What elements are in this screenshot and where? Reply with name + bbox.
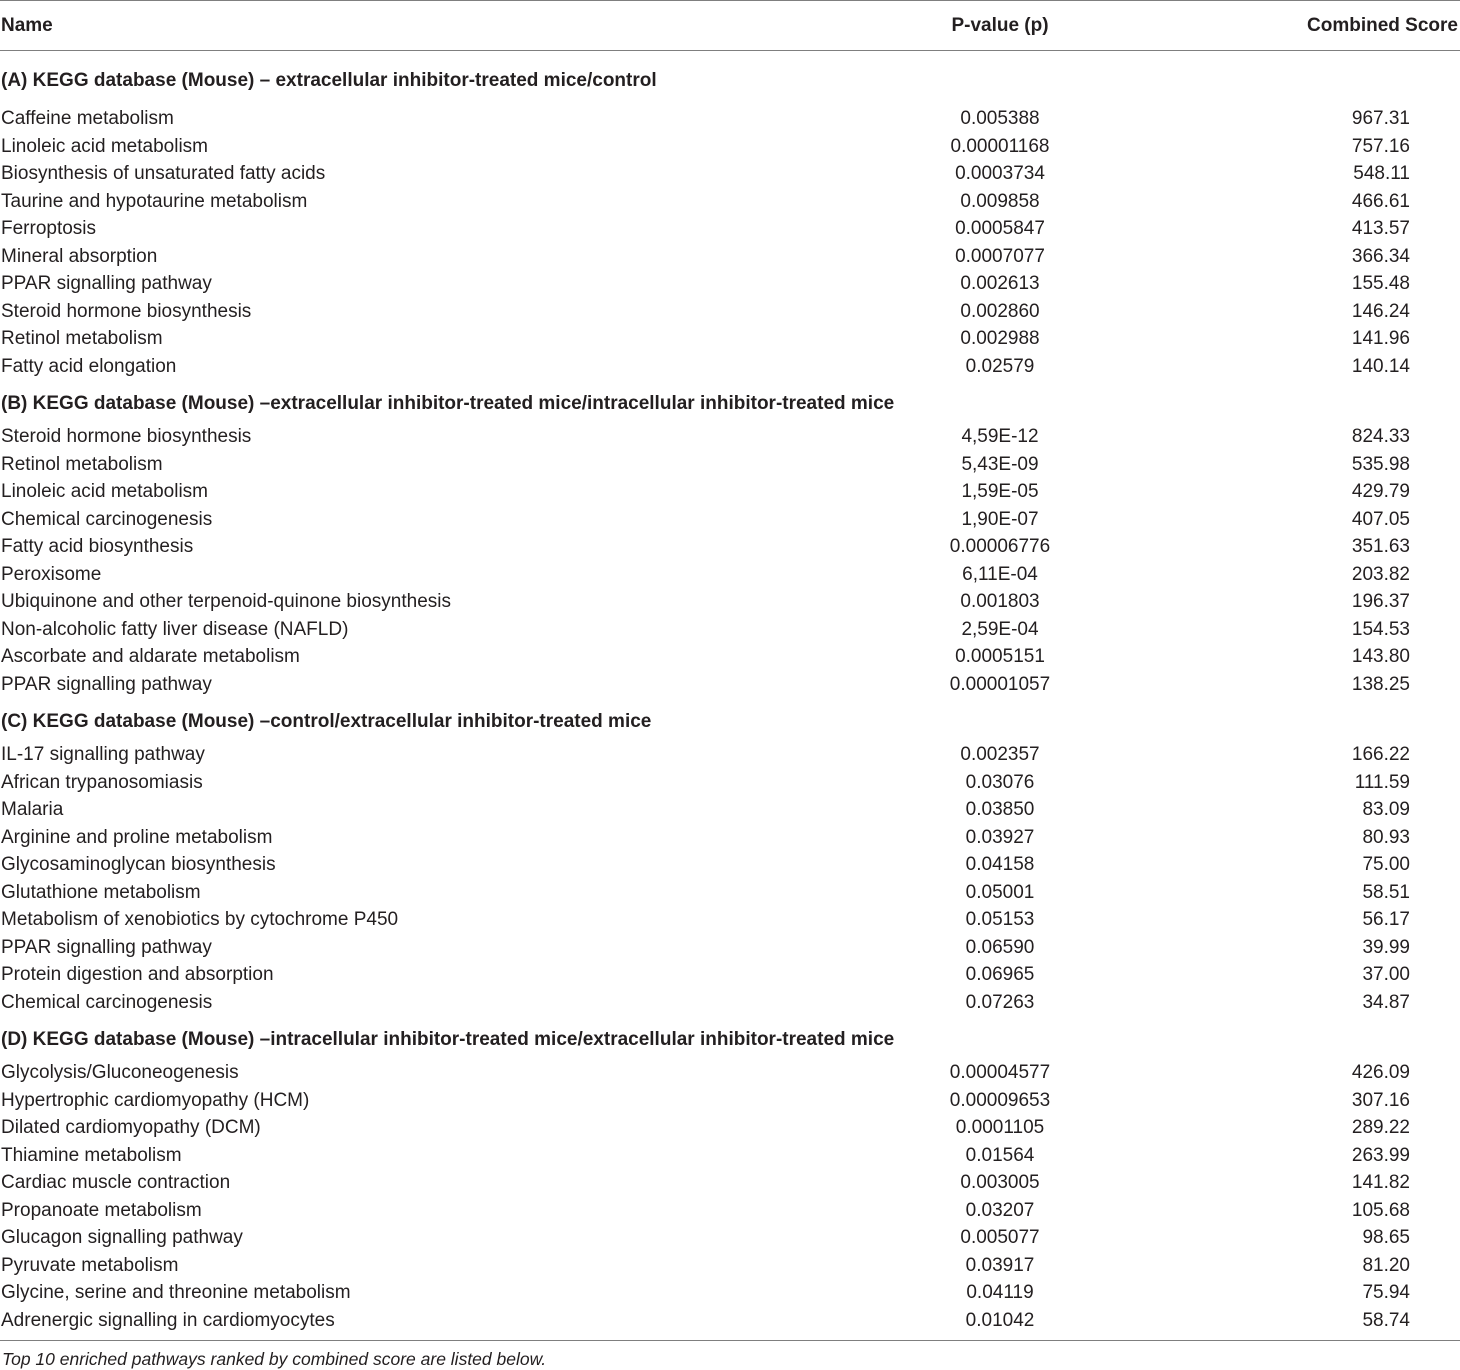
pvalue-cell: 0.00006776 (949, 536, 1051, 557)
table-row (0, 1224, 1460, 1252)
table-row (0, 769, 1460, 797)
pathway-name-cell: Ferroptosis (1, 218, 97, 239)
pvalue-cell: 0.003005 (960, 1172, 1040, 1193)
table-row (0, 851, 1460, 879)
combined-score-cell: 351.63 (1351, 536, 1410, 557)
table-row (0, 1197, 1460, 1225)
pvalue-cell: 0.0007077 (955, 245, 1045, 267)
table-row (0, 1087, 1460, 1115)
section-header-row (0, 51, 1460, 106)
pvalue-cell: 0.002860 (960, 300, 1040, 322)
combined-score-cell: 203.82 (1351, 563, 1410, 585)
pathway-name-cell: Fatty acid biosynthesis (1, 536, 194, 557)
table-row (0, 1059, 1460, 1087)
pvalue-cell: 0.009858 (960, 190, 1040, 212)
pvalue-cell: 0.03076 (965, 771, 1035, 793)
combined-score-cell: 141.96 (1351, 328, 1410, 349)
combined-score-cell: 75.94 (1362, 1282, 1410, 1303)
pathway-name-cell: Peroxisome (1, 563, 102, 585)
pvalue-cell: 0.005077 (960, 1227, 1040, 1248)
combined-score-cell: 407.05 (1351, 508, 1410, 530)
table-footnote: Top 10 enriched pathways ranked by combined score are listed below. (2, 1349, 547, 1369)
combined-score-cell: 263.99 (1351, 1144, 1410, 1166)
pathway-name-cell: Linoleic acid metabolism (1, 135, 208, 157)
combined-score-cell: 39.99 (1362, 936, 1410, 958)
section-title: (D) KEGG database (Mouse) –intracellular inhibitor-treated mice/extracellular inhibitor-treated mice (1, 1029, 895, 1050)
combined-score-cell: 289.22 (1351, 1117, 1410, 1138)
pathway-name-cell: Protein digestion and absorption (1, 964, 274, 985)
combined-score-cell: 146.24 (1351, 300, 1410, 322)
pathway-name-cell: Biosynthesis of unsaturated fatty acids (1, 163, 326, 184)
header-combined-score: Combined Score (1307, 14, 1458, 36)
combined-score-cell: 366.34 (1351, 245, 1410, 267)
pathway-name-cell: Metabolism of xenobiotics by cytochrome P450 (1, 909, 399, 930)
pathway-name-cell: Ascorbate and aldarate metabolism (1, 646, 300, 667)
table-row (0, 533, 1460, 561)
table-row (0, 478, 1460, 506)
table-row (0, 105, 1460, 133)
pathway-name-cell: Glycosaminoglycan biosynthesis (1, 854, 276, 875)
pvalue-cell: 0.01042 (965, 1309, 1035, 1331)
table-row (0, 671, 1460, 699)
pvalue-cell: 0.03927 (965, 826, 1035, 848)
combined-score-cell: 75.00 (1362, 854, 1410, 875)
pvalue-cell: 0.005388 (960, 108, 1040, 129)
combined-score-cell: 141.82 (1351, 1172, 1410, 1193)
table-row (0, 133, 1460, 161)
pathway-name-cell: Steroid hormone biosynthesis (1, 426, 252, 447)
combined-score-cell: 56.17 (1362, 909, 1410, 930)
section-header-row (0, 380, 1460, 423)
combined-score-cell: 105.68 (1351, 1199, 1410, 1221)
combined-score-cell: 426.09 (1351, 1062, 1410, 1083)
pvalue-cell: 1,90E-07 (961, 508, 1039, 530)
pvalue-cell: 1,59E-05 (961, 481, 1039, 502)
table-row (0, 1307, 1460, 1341)
pvalue-cell: 0.0005151 (955, 646, 1045, 667)
pvalue-cell: 0.06965 (965, 964, 1035, 985)
table-row (0, 325, 1460, 353)
pathway-name-cell: Glycolysis/Gluconeogenesis (1, 1062, 239, 1083)
combined-score-cell: 413.57 (1351, 218, 1410, 239)
combined-score-cell: 307.16 (1351, 1089, 1410, 1111)
table-row (0, 1279, 1460, 1307)
combined-score-cell: 58.74 (1362, 1309, 1410, 1331)
pathway-name-cell: Retinol metabolism (1, 453, 163, 475)
pvalue-cell: 0.002357 (960, 744, 1040, 765)
combined-score-cell: 58.51 (1362, 881, 1410, 903)
table-row (0, 1114, 1460, 1142)
pvalue-cell: 0.05001 (965, 881, 1035, 903)
combined-score-cell: 81.20 (1362, 1254, 1410, 1276)
pathway-name-cell: Chemical carcinogenesis (1, 508, 213, 530)
combined-score-cell: 155.48 (1351, 273, 1410, 294)
table-row (0, 588, 1460, 616)
pvalue-cell: 0.00001168 (950, 135, 1050, 157)
pathway-name-cell: Caffeine metabolism (1, 108, 174, 129)
combined-score-cell: 824.33 (1351, 426, 1410, 447)
pvalue-cell: 0.002613 (960, 273, 1040, 294)
combined-score-cell: 429.79 (1351, 481, 1410, 502)
pvalue-cell: 0.00001057 (949, 673, 1051, 695)
pathway-name-cell: Mineral absorption (1, 245, 158, 267)
pvalue-cell: 6,11E-04 (962, 563, 1038, 585)
pathway-name-cell: Glutathione metabolism (1, 881, 201, 903)
table-row (0, 188, 1460, 216)
pathway-name-cell: Steroid hormone biosynthesis (1, 300, 252, 322)
pvalue-cell: 2,59E-04 (961, 618, 1039, 640)
combined-score-cell: 138.25 (1351, 673, 1410, 695)
pvalue-cell: 0.00004577 (949, 1062, 1051, 1083)
combined-score-cell: 196.37 (1351, 591, 1410, 612)
combined-score-cell: 466.61 (1351, 190, 1410, 212)
pvalue-cell: 0.07263 (965, 991, 1035, 1013)
pathway-name-cell: Linoleic acid metabolism (1, 481, 208, 502)
pathway-name-cell: Non-alcoholic fatty liver disease (NAFLD) (1, 618, 349, 640)
header-pvalue: P-value (p) (951, 14, 1049, 36)
pvalue-cell: 0.03207 (965, 1199, 1035, 1221)
pathway-name-cell: Thiamine metabolism (1, 1144, 182, 1166)
section-title: (A) KEGG database (Mouse) – extracellular inhibitor-treated mice/control (1, 70, 657, 91)
pvalue-cell: 0.01564 (965, 1144, 1035, 1166)
table-row (0, 243, 1460, 271)
section-title: (B) KEGG database (Mouse) –extracellular inhibitor-treated mice/intracellular inhibitor-treated mice (1, 393, 895, 414)
table-row (0, 961, 1460, 989)
pvalue-cell: 0.04158 (965, 854, 1035, 875)
table-header (0, 1, 1460, 51)
pathway-name-cell: Pyruvate metabolism (1, 1254, 179, 1276)
pathway-name-cell: PPAR signalling pathway (1, 273, 212, 294)
table-row (0, 741, 1460, 769)
pvalue-cell: 0.05153 (965, 909, 1035, 930)
pathway-name-cell: PPAR signalling pathway (1, 936, 212, 958)
pathway-name-cell: PPAR signalling pathway (1, 673, 212, 695)
pathway-name-cell: Fatty acid elongation (1, 355, 177, 377)
table-body (0, 51, 1460, 1341)
pathway-name-cell: IL-17 signalling pathway (1, 744, 205, 765)
pvalue-cell: 0.03917 (965, 1254, 1035, 1276)
table-row (0, 989, 1460, 1017)
pvalue-cell: 0.03850 (965, 799, 1035, 820)
pathway-name-cell: Propanoate metabolism (1, 1199, 202, 1221)
combined-score-cell: 34.87 (1362, 991, 1410, 1013)
table-row (0, 906, 1460, 934)
pathway-name-cell: Retinol metabolism (1, 328, 163, 349)
table-row (0, 934, 1460, 962)
pathway-name-cell: Malaria (1, 799, 64, 820)
pvalue-cell: 0.04119 (966, 1282, 1034, 1303)
pvalue-cell: 0.06590 (965, 936, 1035, 958)
table-row (0, 1169, 1460, 1197)
pathway-name-cell: Arginine and proline metabolism (1, 826, 273, 848)
header-row (0, 1, 1460, 51)
header-name: Name (1, 14, 53, 36)
combined-score-cell: 37.00 (1362, 964, 1410, 985)
table-row (0, 451, 1460, 479)
table-row (0, 824, 1460, 852)
combined-score-cell: 548.11 (1353, 163, 1410, 184)
section-title: (C) KEGG database (Mouse) –control/extracellular inhibitor-treated mice (1, 711, 652, 732)
table-row (0, 616, 1460, 644)
pathway-name-cell: Glycine, serine and threonine metabolism (1, 1282, 351, 1303)
table-row (0, 1252, 1460, 1280)
pvalue-cell: 4,59E-12 (961, 426, 1039, 447)
table-row (0, 298, 1460, 326)
section-header-row (0, 1016, 1460, 1059)
pvalue-cell: 0.001803 (960, 591, 1040, 612)
combined-score-cell: 140.14 (1351, 355, 1410, 377)
pvalue-cell: 0.0003734 (955, 163, 1045, 184)
table-row (0, 643, 1460, 671)
table-row (0, 160, 1460, 188)
combined-score-cell: 757.16 (1351, 135, 1410, 157)
table-row (0, 561, 1460, 589)
pathway-name-cell: Taurine and hypotaurine metabolism (1, 190, 308, 212)
pvalue-cell: 0.02579 (965, 355, 1035, 377)
pathway-name-cell: Hypertrophic cardiomyopathy (HCM) (1, 1089, 310, 1111)
pvalue-cell: 0.0001105 (955, 1117, 1045, 1138)
table-row (0, 215, 1460, 243)
combined-score-cell: 166.22 (1351, 744, 1410, 765)
pathway-name-cell: African trypanosomiasis (1, 771, 203, 793)
pathway-name-cell: Glucagon signalling pathway (1, 1227, 243, 1248)
pathway-name-cell: Chemical carcinogenesis (1, 991, 213, 1013)
combined-score-cell: 98.65 (1362, 1227, 1410, 1248)
table-row (0, 423, 1460, 451)
combined-score-cell: 111.59 (1354, 771, 1410, 793)
combined-score-cell: 535.98 (1351, 453, 1410, 475)
table-row (0, 796, 1460, 824)
table-row (0, 270, 1460, 298)
combined-score-cell: 143.80 (1351, 646, 1410, 667)
combined-score-cell: 967.31 (1351, 108, 1410, 129)
pathway-name-cell: Ubiquinone and other terpenoid-quinone biosynthesis (1, 591, 451, 612)
pvalue-cell: 0.0005847 (955, 218, 1045, 239)
pvalue-cell: 0.002988 (960, 328, 1040, 349)
pathway-name-cell: Adrenergic signalling in cardiomyocytes (1, 1309, 335, 1331)
table-row (0, 506, 1460, 534)
pvalue-cell: 5,43E-09 (961, 453, 1039, 475)
combined-score-cell: 83.09 (1362, 799, 1410, 820)
combined-score-cell: 80.93 (1362, 826, 1410, 848)
section-header-row (0, 698, 1460, 741)
combined-score-cell: 154.53 (1351, 618, 1410, 640)
table-row (0, 353, 1460, 381)
pathway-name-cell: Cardiac muscle contraction (1, 1172, 231, 1193)
pathway-name-cell: Dilated cardiomyopathy (DCM) (1, 1117, 261, 1138)
table-row (0, 1142, 1460, 1170)
table-row (0, 879, 1460, 907)
pvalue-cell: 0.00009653 (949, 1089, 1051, 1111)
